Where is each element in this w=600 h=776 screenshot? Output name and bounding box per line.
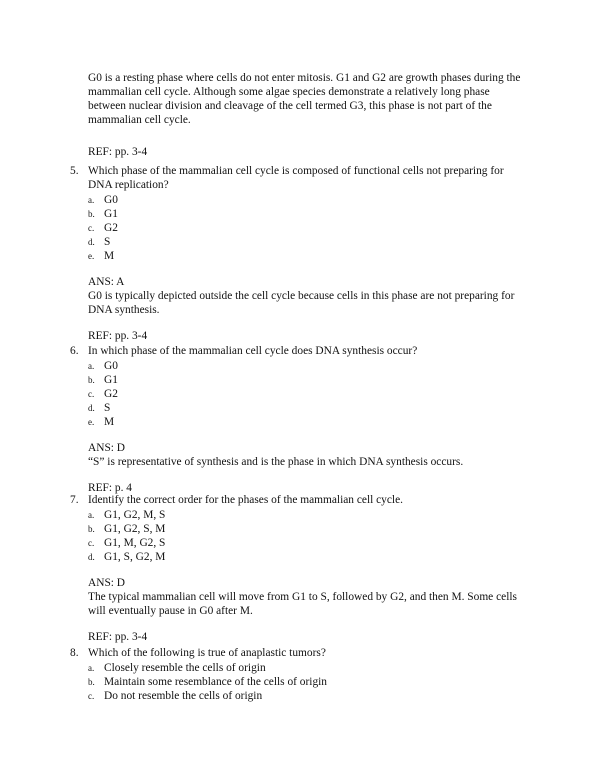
option-a: a. G0: [88, 194, 118, 206]
option-b: b. G1: [88, 208, 118, 220]
answer-explanation: “S” is representative of synthesis and is the phase in which DNA synthesis occurs.: [88, 456, 464, 468]
option-e: e. M: [88, 250, 115, 262]
option-b: b. Maintain some resemblance of the cells of origin: [88, 676, 327, 688]
reference: REF: p. 4: [88, 482, 132, 494]
answer-explanation: G0 is typically depicted outside the cell cycle because cells in this phase are not preparing for DNA synthesis.: [88, 290, 515, 316]
intro-ref: REF: pp. 3-4: [88, 146, 148, 158]
question-7: [70, 493, 530, 644]
answer: ANS: A: [88, 276, 125, 288]
question-text: Identify the correct order for the phases of the mammalian cell cycle.: [88, 494, 403, 506]
answer-explanation: The typical mammalian cell will move from G1 to S, followed by G2, and then M. Some cells will eventually pause in G0 after M.: [88, 591, 517, 617]
question-8: [70, 646, 530, 703]
option-a: a. G0: [88, 360, 118, 372]
question-text: In which phase of the mammalian cell cycle does DNA synthesis occur?: [88, 345, 418, 357]
question-number: 8.: [70, 647, 79, 659]
options-list: [88, 359, 530, 429]
intro-explanation-block: [88, 71, 528, 159]
option-d: d. S: [88, 402, 111, 414]
intro-explanation: G0 is a resting phase where cells do not enter mitosis. G1 and G2 are growth phases during the mammalian cell cycle. Although some algae species demonstrate a relatively long phase between nuclear division and cleavage of the cell termed G3, this phase is not part of the mammalian cell cycle.: [88, 72, 521, 126]
reference: REF: pp. 3-4: [88, 631, 148, 643]
answer: ANS: D: [88, 577, 126, 589]
question-number: 5.: [70, 165, 79, 177]
option-a: a. Closely resemble the cells of origin: [88, 662, 266, 674]
option-c: c. G2: [88, 222, 118, 234]
option-b: b. G1: [88, 374, 118, 386]
reference: REF: pp. 3-4: [88, 330, 148, 342]
question-5: [70, 164, 530, 343]
options-list: [88, 661, 530, 703]
option-c: c. G1, M, G2, S: [88, 537, 166, 549]
option-d: d. S: [88, 236, 111, 248]
question-text: Which phase of the mammalian cell cycle is composed of functional cells not preparing for DNA replication?: [88, 165, 504, 191]
answer: ANS: D: [88, 442, 126, 454]
option-a: a. G1, G2, M, S: [88, 509, 166, 521]
question-6: [70, 344, 530, 495]
question-number: 6.: [70, 345, 79, 357]
option-b: b. G1, G2, S, M: [88, 523, 166, 535]
option-c: c. G2: [88, 388, 118, 400]
options-list: [88, 193, 530, 263]
option-d: d. G1, S, G2, M: [88, 551, 166, 563]
options-list: [88, 508, 530, 564]
option-e: e. M: [88, 416, 115, 428]
question-text: Which of the following is true of anaplastic tumors?: [88, 647, 326, 659]
question-number: 7.: [70, 494, 79, 506]
option-c: c. Do not resemble the cells of origin: [88, 690, 263, 702]
